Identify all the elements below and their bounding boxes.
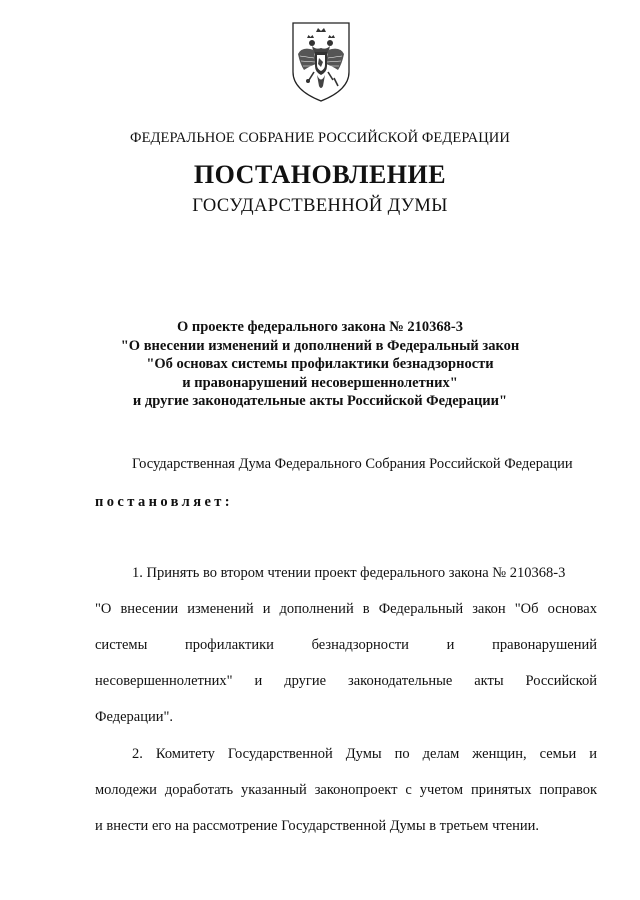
assembly-name: ФЕДЕРАЛЬНОЕ СОБРАНИЕ РОССИЙСКОЙ ФЕДЕРАЦИИ [130, 130, 510, 146]
paragraph-line: и внести его на рассмотрение Государственной Думы в третьем чтении. [95, 818, 540, 834]
subject-line: и другие законодательные акты Российской Федерации" [132, 393, 508, 409]
document-type-title: ПОСТАНОВЛЕНИЕ [193, 160, 447, 189]
subject-line: "Об основах системы профилактики безнадзорности [146, 356, 494, 372]
paragraph-1 [95, 555, 597, 735]
paragraph-line: молодежи доработать указанный законопроект с учетом принятых поправок [95, 782, 597, 798]
paragraph-line: "О внесении изменений и дополнений в Федеральный закон "Об основах [95, 601, 597, 617]
coat-of-arms-icon [290, 20, 352, 104]
paragraph-line: 1. Принять во втором чтении проект федерального закона № 210368-3 [132, 565, 566, 581]
paragraph-2 [95, 736, 597, 844]
document-subject [0, 318, 640, 411]
preamble-text: Государственная Дума Федерального Собрания Российской Федерации [132, 456, 573, 472]
paragraph-line: несовершеннолетних" и другие законодательные акты Российской [95, 673, 597, 689]
resolves-label: постановляет: [95, 494, 234, 510]
subject-line: О проекте федерального закона № 210368-3 [176, 319, 464, 335]
subject-line: и правонарушений несовершеннолетних" [182, 374, 458, 391]
paragraph-line: Федерации". [95, 709, 174, 725]
subject-line: "О внесении изменений и дополнений в Федеральный закон [120, 337, 520, 354]
paragraph-line: 2. Комитету Государственной Думы по делам женщин, семьи и [132, 746, 597, 762]
document-issuer: ГОСУДАРСТВЕННОЙ ДУМЫ [192, 196, 448, 216]
paragraph-line: системы профилактики безнадзорности и правонарушений [95, 637, 597, 653]
